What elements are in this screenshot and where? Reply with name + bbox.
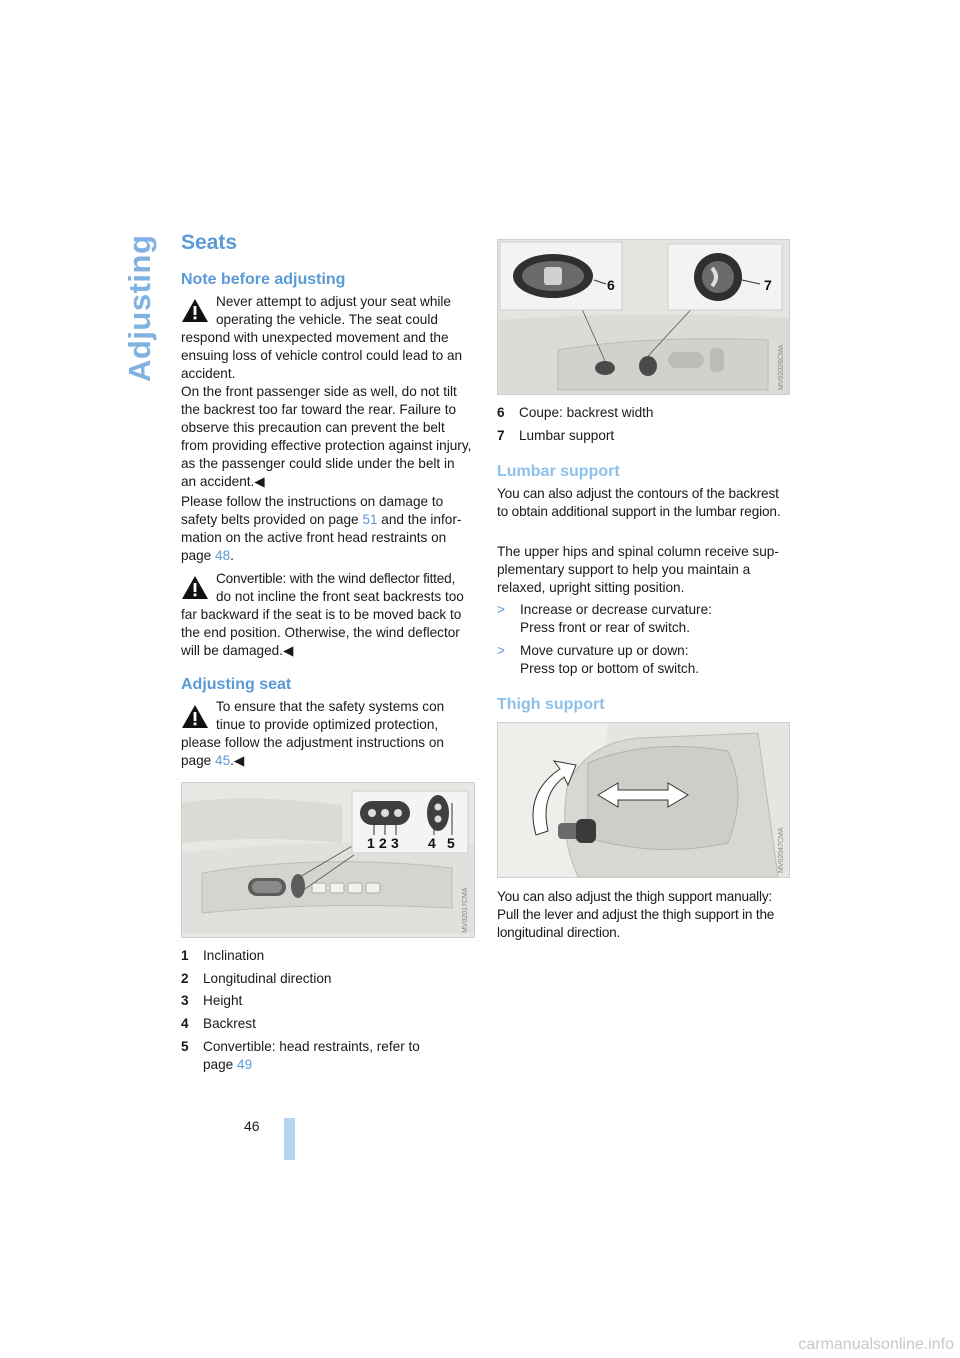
backrest-switches-image: [497, 239, 790, 395]
follow-text-3: .: [230, 548, 234, 563]
list-item-number: 1: [181, 948, 189, 963]
lumbar-paragraph-1: You can also adjust the contours of the backrest to obtain additional support in the lumbar region.: [497, 486, 781, 519]
list-item-number: 6: [497, 405, 505, 420]
warning1-text: respond with unexpected movement and the ensuing loss of vehicle control could lead to an accident.: [181, 330, 463, 381]
list-item: [181, 992, 242, 1010]
warning1-continued: On the front passenger side as well, do not tilt the backrest too far toward the rear. Failure to observe this precaution can prevent the belt from providing effective protection against injury, as the passenger could slide under the belt in an accident.◀: [181, 384, 472, 489]
callout-2: 2: [379, 835, 387, 851]
page-link-51[interactable]: 51: [362, 512, 378, 527]
thigh-support-illustration: [498, 723, 789, 877]
warning1-line2: operating the vehicle. The seat could: [216, 312, 438, 327]
watermark: carmanualsonline.info: [798, 1336, 954, 1353]
adjusting-seat-heading: Adjusting seat: [181, 676, 292, 693]
list-item-number: 4: [181, 1016, 189, 1031]
callout-4: 4: [428, 835, 436, 851]
lumbar-paragraph-2: The upper hips and spinal column receive supplementary support to help you maintain a relaxed, upright sitting position.: [497, 544, 779, 595]
page-link-45[interactable]: 45: [215, 753, 231, 768]
bullet-marker: >: [497, 643, 505, 658]
page-marker-bar: [284, 1118, 295, 1160]
warning-icon: [181, 575, 209, 600]
warning3-text-pre: please follow the adjustment instructions on page: [181, 735, 444, 768]
bullet-line-2: Press front or rear of switch.: [520, 620, 690, 635]
warning3-line1: To ensure that the safety systems con: [216, 699, 445, 714]
list-item: [181, 947, 264, 965]
callout-1: 1: [367, 835, 375, 851]
list-item-text: Convertible: head restraints, refer to: [203, 1039, 420, 1054]
follow-instructions-paragraph: [181, 493, 473, 565]
warning-icon: [181, 704, 209, 729]
backrest-illustration: [498, 240, 789, 394]
page-number: 46: [244, 1118, 260, 1134]
list-item: [181, 1038, 420, 1056]
list-item-number: 3: [181, 993, 189, 1008]
list-item-text: Coupe: backrest width: [519, 405, 654, 420]
list-item-number: 7: [497, 428, 505, 443]
list-item-number: 5: [181, 1039, 189, 1054]
list-item-text: Height: [203, 993, 243, 1008]
list-item: [497, 427, 614, 445]
follow-text-1: Please follow the instructions on damage to safety belts provided on page: [181, 494, 444, 527]
warning2-line2: do not incline the front seat backrests too: [216, 589, 464, 604]
callout-5: 5: [447, 835, 455, 851]
chapter-side-title-text: Adjusting: [122, 234, 157, 382]
thigh-support-paragraph: You can also adjust the thigh support manually: Pull the lever and adjust the thigh support in the longitudinal direction.: [497, 889, 775, 940]
callout-6: 6: [607, 277, 615, 293]
list-item: [181, 1015, 256, 1033]
list-item-text: Backrest: [203, 1016, 256, 1031]
bullet-line-1: Increase or decrease curvature:: [520, 602, 712, 617]
bullet-item: [497, 601, 789, 637]
callout-7: 7: [764, 277, 772, 293]
list-item-continuation: [203, 1056, 252, 1074]
callout-3: 3: [391, 835, 399, 851]
list-item-number: 2: [181, 971, 189, 986]
list-item-text: Inclination: [203, 948, 265, 963]
list-item-text: page: [203, 1057, 238, 1072]
list-item-text: Lumbar support: [519, 428, 615, 443]
list-item-text: Longitudinal direction: [203, 971, 332, 986]
warning2-line1: Convertible: with the wind deflector fitted,: [216, 571, 456, 586]
follow-text-2: and the information on the active front head restraints on page: [181, 512, 462, 563]
list-item: [181, 970, 331, 988]
warning3-text: [181, 734, 473, 770]
thigh-support-heading: Thigh support: [497, 696, 605, 713]
bullet-item: [497, 642, 789, 678]
warning1-line1: Never attempt to adjust your seat while: [216, 294, 451, 309]
warning2-text: far backward if the seat is to be moved back to the end position. Otherwise, the wind deflector will be damaged.◀: [181, 607, 462, 658]
warning3-text-end: .◀: [230, 753, 245, 768]
image-code: MV02017CMA: [462, 887, 469, 933]
seat-switches-image: [181, 782, 475, 938]
seat-illustration: [182, 783, 474, 937]
chapter-side-title: [122, 232, 158, 382]
note-heading: Note before adjusting: [181, 271, 346, 288]
warning3-line2: tinue to provide optimized protection,: [216, 717, 439, 732]
bullet-line-2: Press top or bottom of switch.: [520, 661, 700, 676]
lumbar-support-heading: Lumbar support: [497, 463, 620, 480]
image-code: MV02026CMA: [778, 344, 785, 390]
bullet-marker: >: [497, 602, 505, 617]
page-link-48[interactable]: 48: [215, 548, 231, 563]
thigh-support-image: [497, 722, 790, 878]
list-item: [497, 404, 654, 422]
page-link-49[interactable]: 49: [237, 1057, 253, 1072]
section-title: Seats: [181, 231, 238, 254]
warning-icon: [181, 298, 209, 323]
image-code: MV02047CMA: [778, 827, 785, 873]
bullet-line-1: Move curvature up or down:: [520, 643, 689, 658]
